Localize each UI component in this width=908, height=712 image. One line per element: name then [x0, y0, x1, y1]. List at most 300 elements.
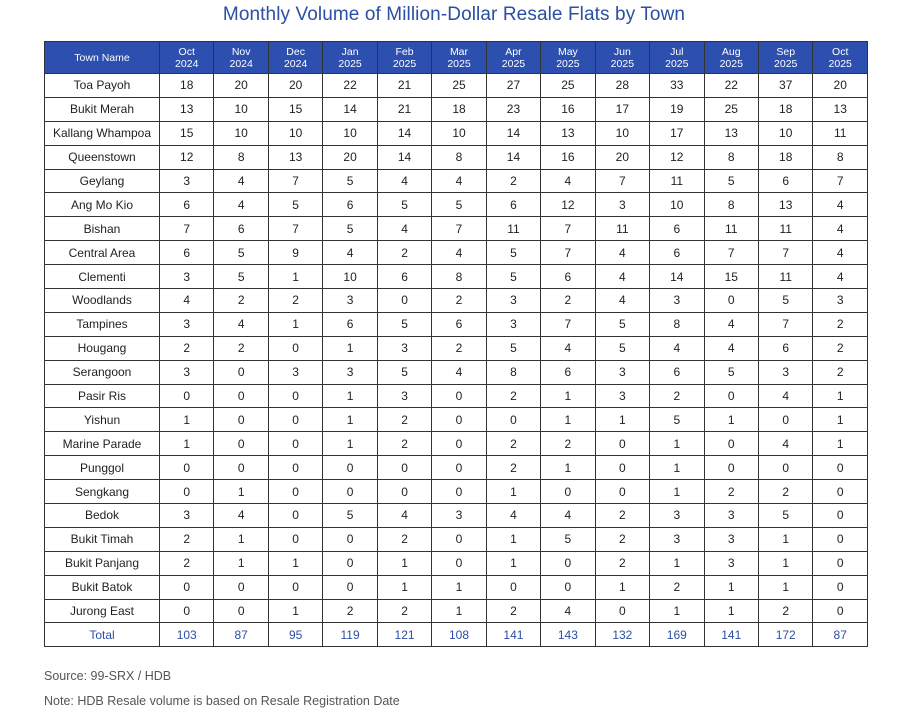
value-cell: 1 — [432, 599, 486, 623]
total-value-cell: 169 — [650, 623, 704, 647]
value-cell: 2 — [377, 527, 431, 551]
value-cell: 5 — [377, 360, 431, 384]
value-cell: 4 — [758, 384, 812, 408]
town-name-cell: Geylang — [45, 169, 160, 193]
value-cell: 0 — [541, 480, 595, 504]
value-cell: 5 — [377, 312, 431, 336]
total-value-cell: 119 — [323, 623, 377, 647]
value-cell: 10 — [432, 121, 486, 145]
value-cell: 7 — [541, 312, 595, 336]
value-cell: 16 — [541, 145, 595, 169]
value-cell: 0 — [758, 408, 812, 432]
total-label: Total — [45, 623, 160, 647]
header-month-label: Apr — [505, 45, 522, 58]
value-cell: 4 — [813, 193, 868, 217]
value-cell: 10 — [214, 121, 268, 145]
value-cell: 15 — [268, 97, 322, 121]
header-year-label: 2025 — [610, 57, 635, 70]
table-row — [45, 193, 868, 217]
value-cell: 4 — [813, 241, 868, 265]
town-name-cell: Pasir Ris — [45, 384, 160, 408]
value-cell: 3 — [323, 360, 377, 384]
value-cell: 4 — [377, 169, 431, 193]
value-cell: 2 — [160, 551, 214, 575]
header-month-label: Sep — [776, 45, 796, 58]
value-cell: 10 — [650, 193, 704, 217]
value-cell: 2 — [486, 432, 540, 456]
header-month — [214, 42, 268, 74]
value-cell: 3 — [813, 289, 868, 313]
value-cell: 0 — [214, 432, 268, 456]
value-cell: 1 — [595, 408, 649, 432]
value-cell: 13 — [268, 145, 322, 169]
table-body — [45, 74, 868, 623]
header-year-label: 2025 — [447, 57, 471, 70]
value-cell: 2 — [160, 527, 214, 551]
value-cell: 33 — [650, 74, 704, 98]
value-cell: 6 — [432, 312, 486, 336]
value-cell: 2 — [377, 432, 431, 456]
value-cell: 0 — [214, 456, 268, 480]
value-cell: 4 — [704, 312, 758, 336]
town-name-cell: Bishan — [45, 217, 160, 241]
value-cell: 2 — [486, 599, 540, 623]
value-cell: 2 — [704, 480, 758, 504]
value-cell: 4 — [432, 169, 486, 193]
value-cell: 13 — [758, 193, 812, 217]
value-cell: 8 — [432, 265, 486, 289]
value-cell: 4 — [432, 241, 486, 265]
value-cell: 27 — [486, 74, 540, 98]
value-cell: 0 — [268, 504, 322, 528]
header-year-label: 2025 — [556, 57, 580, 70]
value-cell: 0 — [813, 504, 868, 528]
value-cell: 5 — [323, 169, 377, 193]
value-cell: 4 — [377, 504, 431, 528]
table-row — [45, 384, 868, 408]
total-value-cell: 172 — [758, 623, 812, 647]
value-cell: 3 — [650, 504, 704, 528]
value-cell: 5 — [323, 504, 377, 528]
value-cell: 1 — [268, 312, 322, 336]
value-cell: 1 — [813, 432, 868, 456]
value-cell: 5 — [541, 527, 595, 551]
header-year-label: 2025 — [501, 57, 526, 70]
value-cell: 0 — [813, 575, 868, 599]
chart-title: Monthly Volume of Million-Dollar Resale Flats by Town — [222, 4, 686, 25]
value-cell: 2 — [377, 408, 431, 432]
value-cell: 0 — [377, 289, 431, 313]
value-cell: 6 — [160, 193, 214, 217]
town-name-cell: Bukit Panjang — [45, 551, 160, 575]
value-cell: 3 — [377, 336, 431, 360]
value-cell: 11 — [595, 217, 649, 241]
header-month — [486, 42, 540, 74]
value-cell: 7 — [813, 169, 868, 193]
value-cell: 10 — [214, 97, 268, 121]
total-value-cell: 95 — [268, 623, 322, 647]
value-cell: 10 — [323, 121, 377, 145]
value-cell: 1 — [595, 575, 649, 599]
value-cell: 1 — [486, 527, 540, 551]
value-cell: 2 — [650, 384, 704, 408]
value-cell: 8 — [432, 145, 486, 169]
value-cell: 0 — [813, 480, 868, 504]
value-cell: 3 — [323, 289, 377, 313]
total-value-cell: 87 — [813, 623, 868, 647]
value-cell: 18 — [758, 97, 812, 121]
header-month-label: Jun — [613, 45, 631, 58]
value-cell: 2 — [214, 289, 268, 313]
value-cell: 4 — [214, 169, 268, 193]
table-row — [45, 265, 868, 289]
value-cell: 1 — [214, 527, 268, 551]
value-cell: 3 — [377, 384, 431, 408]
value-cell: 7 — [758, 312, 812, 336]
value-cell: 4 — [758, 432, 812, 456]
value-cell: 3 — [595, 384, 649, 408]
value-cell: 13 — [813, 97, 868, 121]
value-cell: 19 — [650, 97, 704, 121]
value-cell: 0 — [214, 599, 268, 623]
total-value-cell: 87 — [214, 623, 268, 647]
table-row — [45, 97, 868, 121]
value-cell: 6 — [323, 312, 377, 336]
value-cell: 7 — [268, 169, 322, 193]
value-cell: 11 — [650, 169, 704, 193]
value-cell: 5 — [214, 241, 268, 265]
header-month-label: Dec — [286, 45, 305, 58]
value-cell: 0 — [268, 527, 322, 551]
value-cell: 1 — [323, 408, 377, 432]
value-cell: 4 — [160, 289, 214, 313]
table-row — [45, 456, 868, 480]
table-row — [45, 145, 868, 169]
value-cell: 7 — [160, 217, 214, 241]
value-cell: 2 — [486, 384, 540, 408]
value-cell: 5 — [595, 336, 649, 360]
value-cell: 0 — [541, 551, 595, 575]
table-row — [45, 408, 868, 432]
value-cell: 5 — [268, 193, 322, 217]
header-month — [595, 42, 649, 74]
header-month-label: Mar — [449, 45, 469, 58]
header-month-label: Oct — [832, 45, 849, 58]
header-year-label: 2025 — [774, 57, 798, 70]
value-cell: 25 — [541, 74, 595, 98]
town-name-cell: Hougang — [45, 336, 160, 360]
header-month-label: Jul — [670, 45, 684, 58]
value-cell: 0 — [813, 599, 868, 623]
value-cell: 11 — [813, 121, 868, 145]
value-cell: 6 — [650, 217, 704, 241]
value-cell: 25 — [704, 97, 758, 121]
value-cell: 0 — [486, 408, 540, 432]
value-cell: 0 — [432, 432, 486, 456]
value-cell: 2 — [160, 336, 214, 360]
value-cell: 5 — [758, 289, 812, 313]
value-cell: 1 — [704, 408, 758, 432]
value-cell: 3 — [704, 551, 758, 575]
source-note: Source: 99-SRX / HDB — [44, 669, 172, 683]
value-cell: 1 — [377, 551, 431, 575]
value-cell: 4 — [541, 169, 595, 193]
value-cell: 28 — [595, 74, 649, 98]
value-cell: 4 — [813, 265, 868, 289]
value-cell: 4 — [432, 360, 486, 384]
town-name-cell: Bedok — [45, 504, 160, 528]
value-cell: 1 — [813, 384, 868, 408]
value-cell: 7 — [541, 241, 595, 265]
value-cell: 0 — [432, 551, 486, 575]
value-cell: 4 — [214, 504, 268, 528]
value-cell: 2 — [650, 575, 704, 599]
value-cell: 2 — [486, 169, 540, 193]
value-cell: 4 — [486, 504, 540, 528]
value-cell: 13 — [160, 97, 214, 121]
value-cell: 4 — [541, 336, 595, 360]
value-cell: 0 — [432, 408, 486, 432]
value-cell: 2 — [813, 336, 868, 360]
total-value-cell: 143 — [541, 623, 595, 647]
total-value-cell: 108 — [432, 623, 486, 647]
value-cell: 7 — [432, 217, 486, 241]
value-cell: 14 — [486, 145, 540, 169]
value-cell: 0 — [432, 384, 486, 408]
value-cell: 10 — [268, 121, 322, 145]
value-cell: 0 — [268, 432, 322, 456]
value-cell: 15 — [704, 265, 758, 289]
value-cell: 8 — [486, 360, 540, 384]
value-cell: 3 — [432, 504, 486, 528]
header-month — [160, 42, 214, 74]
value-cell: 1 — [650, 480, 704, 504]
value-cell: 4 — [541, 504, 595, 528]
value-cell: 0 — [432, 456, 486, 480]
value-cell: 14 — [377, 145, 431, 169]
table-row — [45, 480, 868, 504]
table-row — [45, 121, 868, 145]
header-month — [541, 42, 595, 74]
value-cell: 2 — [323, 599, 377, 623]
value-cell: 0 — [160, 384, 214, 408]
value-cell: 22 — [323, 74, 377, 98]
value-cell: 1 — [268, 551, 322, 575]
table-row — [45, 599, 868, 623]
value-cell: 10 — [323, 265, 377, 289]
header-month-label: Oct — [178, 45, 195, 58]
value-cell: 1 — [541, 384, 595, 408]
value-cell: 1 — [813, 408, 868, 432]
value-cell: 5 — [758, 504, 812, 528]
header-year-label: 2024 — [283, 57, 308, 70]
town-name-cell: Marine Parade — [45, 432, 160, 456]
value-cell: 6 — [377, 265, 431, 289]
value-cell: 11 — [704, 217, 758, 241]
header-month — [268, 42, 322, 74]
town-name-cell: Bukit Batok — [45, 575, 160, 599]
table-row — [45, 241, 868, 265]
value-cell: 1 — [323, 336, 377, 360]
value-cell: 4 — [214, 312, 268, 336]
header-month — [323, 42, 377, 74]
value-cell: 2 — [813, 312, 868, 336]
value-cell: 1 — [323, 432, 377, 456]
value-cell: 5 — [595, 312, 649, 336]
value-cell: 3 — [650, 527, 704, 551]
value-cell: 17 — [650, 121, 704, 145]
value-cell: 3 — [160, 504, 214, 528]
footnote: Note: HDB Resale volume is based on Resale Registration Date — [44, 694, 400, 708]
value-cell: 11 — [486, 217, 540, 241]
town-name-cell: Tampines — [45, 312, 160, 336]
town-name-cell: Bukit Timah — [45, 527, 160, 551]
value-cell: 2 — [541, 432, 595, 456]
value-cell: 0 — [323, 551, 377, 575]
value-cell: 3 — [486, 289, 540, 313]
header-row — [45, 42, 868, 74]
value-cell: 3 — [268, 360, 322, 384]
value-cell: 4 — [704, 336, 758, 360]
value-cell: 2 — [758, 480, 812, 504]
header-month — [704, 42, 758, 74]
header-month — [650, 42, 704, 74]
value-cell: 3 — [595, 360, 649, 384]
value-cell: 18 — [758, 145, 812, 169]
value-cell: 5 — [323, 217, 377, 241]
town-name-cell: Serangoon — [45, 360, 160, 384]
header-month — [813, 42, 868, 74]
value-cell: 12 — [541, 193, 595, 217]
value-cell: 6 — [214, 217, 268, 241]
town-name-cell: Sengkang — [45, 480, 160, 504]
value-cell: 2 — [486, 456, 540, 480]
value-cell: 1 — [650, 599, 704, 623]
total-value-cell: 132 — [595, 623, 649, 647]
value-cell: 20 — [595, 145, 649, 169]
value-cell: 2 — [268, 289, 322, 313]
value-cell: 6 — [160, 241, 214, 265]
header-year-label: 2024 — [175, 57, 199, 70]
header-year-label: 2025 — [665, 57, 689, 70]
table-row — [45, 575, 868, 599]
value-cell: 4 — [650, 336, 704, 360]
value-cell: 5 — [650, 408, 704, 432]
town-name-cell: Yishun — [45, 408, 160, 432]
table-row — [45, 169, 868, 193]
value-cell: 0 — [268, 384, 322, 408]
value-cell: 1 — [758, 527, 812, 551]
value-cell: 3 — [160, 360, 214, 384]
value-cell: 0 — [377, 480, 431, 504]
value-cell: 5 — [486, 336, 540, 360]
value-cell: 8 — [704, 145, 758, 169]
value-cell: 0 — [704, 289, 758, 313]
value-cell: 1 — [758, 575, 812, 599]
total-value-cell: 103 — [160, 623, 214, 647]
value-cell: 1 — [704, 575, 758, 599]
value-cell: 1 — [214, 480, 268, 504]
value-cell: 0 — [214, 408, 268, 432]
table-row — [45, 527, 868, 551]
value-cell: 20 — [813, 74, 868, 98]
header-town-name: Town Name — [45, 42, 160, 74]
town-name-cell: Kallang Whampoa — [45, 121, 160, 145]
value-cell: 1 — [432, 575, 486, 599]
header-year-label: 2025 — [338, 57, 362, 70]
value-cell: 5 — [704, 169, 758, 193]
table-row — [45, 360, 868, 384]
value-cell: 8 — [704, 193, 758, 217]
value-cell: 6 — [541, 360, 595, 384]
value-cell: 0 — [595, 432, 649, 456]
value-cell: 4 — [377, 217, 431, 241]
value-cell: 5 — [432, 193, 486, 217]
resale-volume-table — [44, 41, 868, 647]
value-cell: 4 — [541, 599, 595, 623]
table-row — [45, 336, 868, 360]
value-cell: 15 — [160, 121, 214, 145]
value-cell: 2 — [432, 289, 486, 313]
value-cell: 1 — [486, 480, 540, 504]
value-cell: 0 — [377, 456, 431, 480]
value-cell: 1 — [268, 599, 322, 623]
value-cell: 2 — [758, 599, 812, 623]
value-cell: 0 — [268, 480, 322, 504]
value-cell: 1 — [214, 551, 268, 575]
value-cell: 3 — [704, 504, 758, 528]
value-cell: 6 — [650, 241, 704, 265]
value-cell: 13 — [541, 121, 595, 145]
town-name-cell: Clementi — [45, 265, 160, 289]
value-cell: 1 — [268, 265, 322, 289]
value-cell: 0 — [160, 599, 214, 623]
value-cell: 11 — [758, 265, 812, 289]
value-cell: 0 — [214, 575, 268, 599]
value-cell: 3 — [758, 360, 812, 384]
value-cell: 0 — [323, 456, 377, 480]
value-cell: 21 — [377, 74, 431, 98]
total-value-cell: 141 — [704, 623, 758, 647]
total-value-cell: 121 — [377, 623, 431, 647]
header-year-label: 2025 — [719, 57, 743, 70]
value-cell: 1 — [486, 551, 540, 575]
value-cell: 3 — [650, 289, 704, 313]
value-cell: 2 — [214, 336, 268, 360]
table-row — [45, 217, 868, 241]
value-cell: 7 — [704, 241, 758, 265]
value-cell: 4 — [323, 241, 377, 265]
header-month — [432, 42, 486, 74]
value-cell: 14 — [650, 265, 704, 289]
value-cell: 5 — [377, 193, 431, 217]
value-cell: 0 — [813, 456, 868, 480]
town-name-cell: Bukit Merah — [45, 97, 160, 121]
header-month-label: Nov — [231, 45, 251, 58]
value-cell: 3 — [160, 312, 214, 336]
value-cell: 0 — [704, 384, 758, 408]
value-cell: 8 — [214, 145, 268, 169]
town-name-cell: Toa Payoh — [45, 74, 160, 98]
header-month-label: May — [557, 45, 578, 58]
total-row — [45, 623, 868, 647]
value-cell: 0 — [595, 480, 649, 504]
value-cell: 16 — [541, 97, 595, 121]
value-cell: 22 — [704, 74, 758, 98]
value-cell: 7 — [595, 169, 649, 193]
value-cell: 12 — [650, 145, 704, 169]
value-cell: 14 — [323, 97, 377, 121]
